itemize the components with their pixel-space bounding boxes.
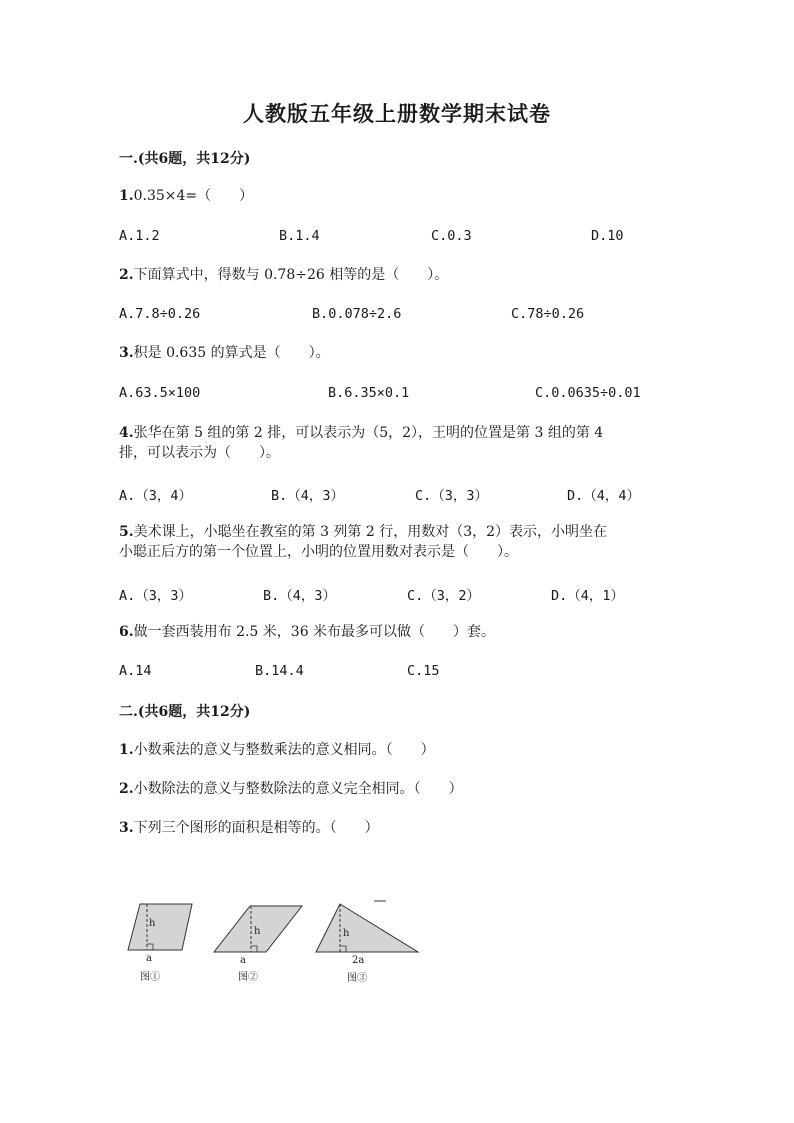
h-label-3: h [343, 928, 350, 939]
question-1 [119, 186, 679, 206]
q3-option-b[interactable]: B.6.35×0.1 [328, 385, 410, 401]
question-number: 5. [119, 524, 134, 540]
q6-option-a[interactable]: A.14 [119, 663, 152, 679]
tf-question-2 [119, 779, 679, 799]
q5-option-b[interactable]: B.（4，3） [263, 588, 337, 604]
question-number: 3. [119, 820, 134, 836]
question-number: 3. [119, 345, 134, 361]
q6-option-c[interactable]: C.15 [407, 663, 440, 679]
shapes-figure [120, 888, 430, 998]
question-text: 下面算式中，得数与 0.78÷26 相等的是（ ）。 [133, 267, 449, 283]
q4-option-b[interactable]: B.（4，3） [271, 488, 345, 504]
question-5 [119, 522, 679, 562]
triangle-shape-3 [316, 904, 418, 952]
question-text: 小数除法的意义与整数除法的意义完全相同。（ ） [133, 781, 463, 797]
q1-option-b[interactable]: B.1.4 [279, 228, 320, 244]
q3-option-a[interactable]: A.63.5×100 [119, 385, 201, 401]
q6-option-b[interactable]: B.14.4 [255, 663, 304, 679]
q5-option-a[interactable]: A.（3，3） [119, 588, 193, 604]
question-text: 做一套西装用布 2.5 米，36 米布最多可以做（ ）套。 [133, 624, 496, 640]
question-text: 积是 0.635 的算式是（ ）。 [133, 345, 330, 361]
question-text: 美术课上，小聪坐在教室的第 3 列第 2 行，用数对（3，2）表示，小明坐在 [133, 524, 608, 540]
a-label-1: a [146, 953, 152, 964]
a2-label-3: 2a [352, 955, 365, 966]
q2-option-c[interactable]: C.78÷0.26 [511, 306, 585, 322]
question-number: 1. [119, 188, 134, 204]
question-2 [119, 265, 679, 285]
question-text-cont: 排，可以表示为（ ）。 [119, 445, 280, 461]
question-number: 2. [119, 267, 134, 283]
question-4 [119, 423, 679, 463]
question-text-cont: 小聪正后方的第一个位置上，小明的位置用数对表示是（ ）。 [119, 544, 518, 560]
page-title: 人教版五年级上册数学期末试卷 [243, 101, 551, 126]
h-label-1: h [149, 918, 156, 929]
section-1-header: 一.(共6题，共12分) [119, 151, 251, 167]
caption-fig-3: 图③ [347, 973, 367, 984]
question-text: 0.35×4=（ ） [133, 188, 254, 204]
q5-option-d[interactable]: D.（4，1） [551, 588, 625, 604]
question-text: 张华在第 5 组的第 2 排，可以表示为（5，2），王明的位置是第 3 组的第 4 [133, 425, 604, 441]
question-3 [119, 343, 679, 363]
h-label-2: h [254, 926, 261, 937]
question-number: 4. [119, 425, 134, 441]
q1-option-d[interactable]: D.10 [591, 228, 624, 244]
q1-option-a[interactable]: A.1.2 [119, 228, 160, 244]
caption-fig-1: 图① [140, 972, 160, 983]
question-text: 小数乘法的意义与整数乘法的意义相同。（ ） [133, 742, 435, 758]
parallelogram-shape-1 [128, 904, 192, 950]
a-label-2: a [240, 955, 246, 966]
caption-fig-2: 图② [238, 972, 258, 983]
question-number: 6. [119, 624, 134, 640]
q4-option-c[interactable]: C.（3，3） [415, 488, 489, 504]
shapes-svg [120, 888, 430, 998]
section-2-header: 二.(共6题，共12分) [119, 704, 251, 720]
q2-option-a[interactable]: A.7.8÷0.26 [119, 306, 201, 322]
q4-option-a[interactable]: A.（3，4） [119, 488, 193, 504]
question-number: 2. [119, 781, 134, 797]
q2-option-b[interactable]: B.0.078÷2.6 [312, 306, 402, 322]
question-number: 1. [119, 742, 134, 758]
q4-option-d[interactable]: D.（4，4） [567, 488, 641, 504]
q3-option-c[interactable]: C.0.0635÷0.01 [535, 385, 641, 401]
q5-option-c[interactable]: C.（3，2） [407, 588, 481, 604]
tf-question-1 [119, 740, 679, 760]
tf-question-3 [119, 818, 679, 838]
q1-option-c[interactable]: C.0.3 [431, 228, 472, 244]
question-6 [119, 622, 679, 642]
question-text: 下列三个图形的面积是相等的。（ ） [133, 820, 379, 836]
